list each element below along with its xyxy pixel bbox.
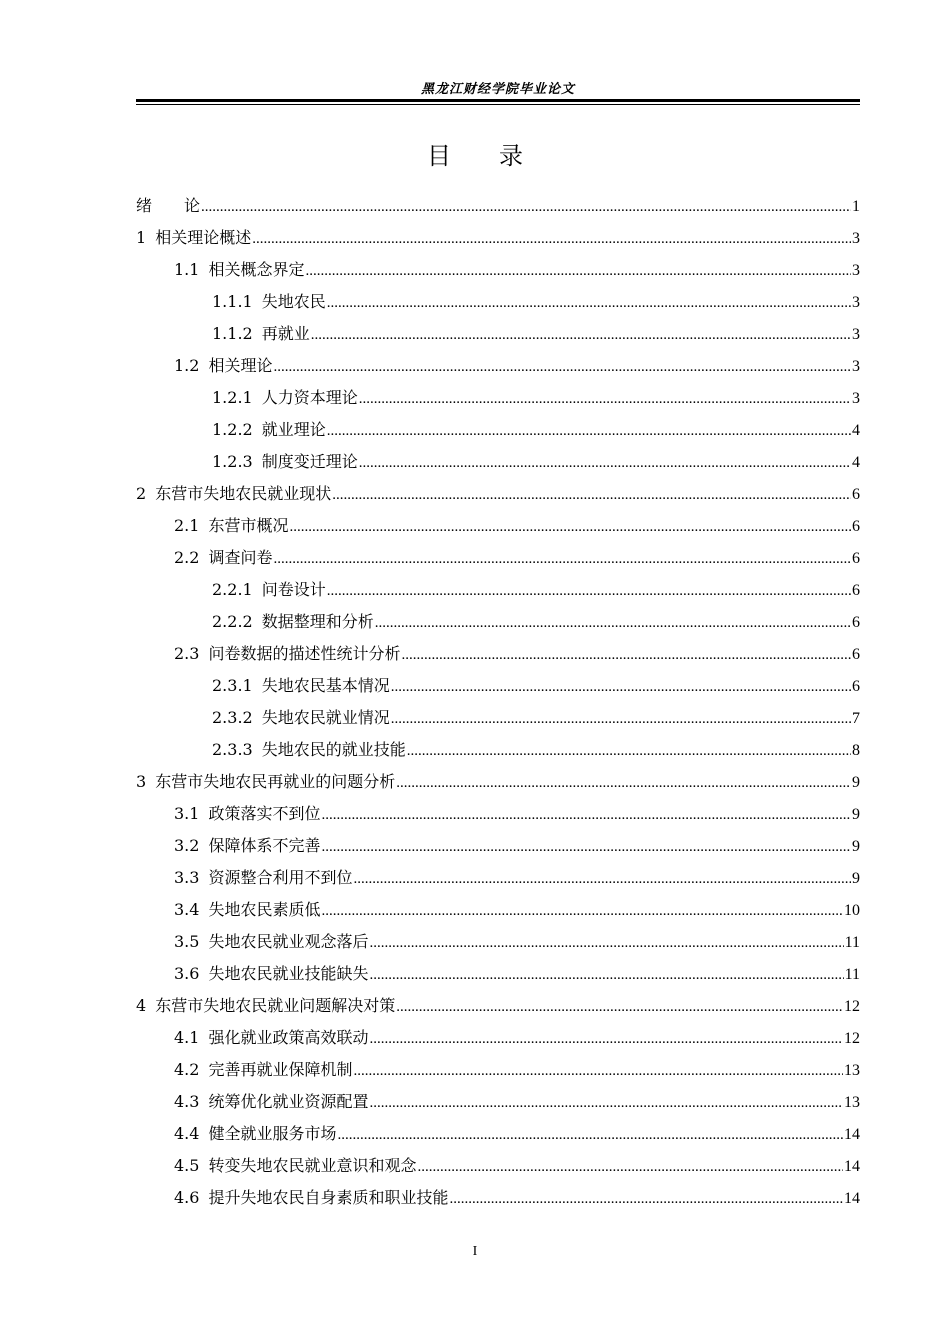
toc-entry[interactable] <box>136 1150 860 1182</box>
toc-entry-label: 再就业 <box>261 324 310 343</box>
toc-entry[interactable] <box>136 510 860 542</box>
dot-leader <box>305 255 851 287</box>
toc-entry-page: 3 <box>852 390 860 407</box>
dot-leader <box>321 895 843 927</box>
toc-entry[interactable] <box>136 1022 860 1054</box>
toc-entry-label: 完善再就业保障机制 <box>208 1060 353 1079</box>
dot-leader <box>201 191 851 223</box>
toc-entry-number: 2.3.1 <box>212 676 253 695</box>
toc-entry-number: 3.1 <box>174 804 200 823</box>
toc-entry-page: 14 <box>844 1190 860 1207</box>
toc-title-char: 目 <box>427 142 451 170</box>
toc-entry-number: 2.2 <box>174 548 200 567</box>
dot-leader <box>369 1087 843 1119</box>
toc-entry-label: 东营市失地农民就业现状 <box>155 484 332 503</box>
toc-entry-number: 3.2 <box>174 836 200 855</box>
toc-entry-number: 3 <box>136 772 147 791</box>
toc-entry-page: 8 <box>852 742 860 759</box>
toc-entry-page: 11 <box>844 934 860 951</box>
toc-entry-label: 问卷设计 <box>261 580 326 599</box>
toc-entry-label: 资源整合利用不到位 <box>208 868 353 887</box>
toc-entry-number: 1.2 <box>174 356 200 375</box>
toc-entry-label: 转变失地农民就业意识和观念 <box>208 1156 417 1175</box>
toc-entry[interactable] <box>136 286 860 318</box>
toc-entry-number: 1.1 <box>174 260 200 279</box>
toc-entry-page: 6 <box>852 518 860 535</box>
toc-entry-page: 3 <box>852 358 860 375</box>
toc-entry-label: 人力资本理论 <box>261 388 358 407</box>
dot-leader <box>449 1183 843 1215</box>
toc-entry-number: 2.1 <box>174 516 200 535</box>
toc-entry-page: 1 <box>852 198 860 215</box>
toc-entry-page: 11 <box>844 966 860 983</box>
toc-entry-page: 6 <box>852 678 860 695</box>
toc-entry[interactable] <box>136 254 860 286</box>
toc-entry-label: 政策落实不到位 <box>208 804 321 823</box>
toc-title <box>0 136 950 171</box>
toc-entry-number: 1.1.1 <box>212 292 253 311</box>
dot-leader <box>311 319 851 351</box>
toc-entry-page: 3 <box>852 230 860 247</box>
toc-entry-label: 数据整理和分析 <box>261 612 374 631</box>
toc-entry[interactable] <box>136 574 860 606</box>
dot-leader <box>401 639 851 671</box>
toc-entry[interactable] <box>136 414 860 446</box>
toc-entry-page: 9 <box>852 870 860 887</box>
dot-leader <box>273 351 851 383</box>
toc-entry-number: 1.2.3 <box>212 452 253 471</box>
dot-leader <box>327 415 851 447</box>
toc-entry-page: 3 <box>852 326 860 343</box>
header-rule-thin <box>136 104 860 105</box>
toc-entry-label: 东营市失地农民再就业的问题分析 <box>155 772 396 791</box>
toc-entry-page: 13 <box>844 1094 860 1111</box>
dot-leader <box>289 511 851 543</box>
toc-entry-page: 14 <box>844 1126 860 1143</box>
table-of-contents <box>136 190 860 1214</box>
toc-entry[interactable] <box>136 318 860 350</box>
dot-leader <box>375 607 851 639</box>
dot-leader <box>353 1055 843 1087</box>
toc-entry-page: 9 <box>852 774 860 791</box>
toc-entry-page: 4 <box>852 422 860 439</box>
toc-entry[interactable] <box>136 1086 860 1118</box>
toc-entry-label: 就业理论 <box>261 420 326 439</box>
toc-entry[interactable] <box>136 862 860 894</box>
dot-leader <box>396 767 851 799</box>
toc-entry-number: 4.1 <box>174 1028 200 1047</box>
dot-leader <box>353 863 851 895</box>
dot-leader <box>369 1023 843 1055</box>
toc-entry-number: 1 <box>136 228 147 247</box>
dot-leader <box>327 287 851 319</box>
toc-entry-label: 东营市失地农民就业问题解决对策 <box>155 996 396 1015</box>
toc-entry-number: 4.5 <box>174 1156 200 1175</box>
toc-entry-number: 2.3.3 <box>212 740 253 759</box>
toc-entry-page: 4 <box>852 454 860 471</box>
toc-entry-label: 问卷数据的描述性统计分析 <box>208 644 401 663</box>
toc-entry-number: 3.6 <box>174 964 200 983</box>
toc-entry[interactable] <box>136 222 860 254</box>
toc-entry[interactable] <box>136 350 860 382</box>
toc-entry-page: 3 <box>852 294 860 311</box>
toc-entry-number: 2.3 <box>174 644 200 663</box>
toc-entry[interactable] <box>136 830 860 862</box>
toc-entry-page: 6 <box>852 582 860 599</box>
toc-entry-label: 东营市概况 <box>208 516 289 535</box>
toc-entry-label: 调查问卷 <box>208 548 273 567</box>
toc-entry-label: 统筹优化就业资源配置 <box>208 1092 369 1111</box>
toc-entry-page: 9 <box>852 838 860 855</box>
running-header: 黑龙江财经学院毕业论文 <box>420 82 575 97</box>
dot-leader <box>273 543 851 575</box>
toc-entry-number: 1.2.1 <box>212 388 253 407</box>
dot-leader <box>337 1119 843 1151</box>
toc-title-char: 录 <box>499 142 523 170</box>
header-rule-thick <box>136 99 860 102</box>
toc-entry-label: 制度变迁理论 <box>261 452 358 471</box>
toc-entry-number: 4.6 <box>174 1188 200 1207</box>
toc-entry[interactable] <box>136 606 860 638</box>
toc-entry[interactable] <box>136 670 860 702</box>
toc-entry[interactable] <box>136 798 860 830</box>
toc-entry[interactable] <box>136 734 860 766</box>
toc-entry-label: 失地农民就业技能缺失 <box>208 964 369 983</box>
toc-entry-page: 6 <box>852 486 860 503</box>
toc-entry-label: 保障体系不完善 <box>208 836 321 855</box>
toc-entry-number: 1.1.2 <box>212 324 253 343</box>
toc-entry-label: 失地农民就业情况 <box>261 708 390 727</box>
toc-entry-label: 相关理论概述 <box>155 228 252 247</box>
toc-entry[interactable] <box>136 446 860 478</box>
dot-leader <box>359 447 851 479</box>
toc-entry-label: 相关理论 <box>208 356 273 375</box>
toc-entry-number: 2 <box>136 484 147 503</box>
toc-entry[interactable] <box>136 766 860 798</box>
toc-entry-number: 2.2.1 <box>212 580 253 599</box>
dot-leader <box>252 223 851 255</box>
toc-entry-page: 9 <box>852 806 860 823</box>
toc-entry-page: 12 <box>844 998 860 1015</box>
toc-entry-number: 3.3 <box>174 868 200 887</box>
toc-entry[interactable] <box>136 542 860 574</box>
toc-entry-number: 4.4 <box>174 1124 200 1143</box>
toc-entry-page: 3 <box>852 262 860 279</box>
toc-entry-page: 10 <box>844 902 860 919</box>
toc-entry[interactable] <box>136 894 860 926</box>
toc-entry-label: 失地农民 <box>261 292 326 311</box>
dot-leader <box>321 831 851 863</box>
toc-entry[interactable] <box>136 382 860 414</box>
toc-entry[interactable] <box>136 702 860 734</box>
toc-entry-label: 健全就业服务市场 <box>208 1124 337 1143</box>
dot-leader <box>396 991 843 1023</box>
dot-leader <box>369 927 843 959</box>
toc-entry-label: 提升失地农民自身素质和职业技能 <box>208 1188 449 1207</box>
toc-entry-label: 绪 论 <box>136 196 201 215</box>
dot-leader <box>369 959 843 991</box>
toc-entry-page: 7 <box>852 710 860 727</box>
toc-entry[interactable] <box>136 190 860 222</box>
toc-entry-number: 3.4 <box>174 900 200 919</box>
dot-leader <box>332 479 851 511</box>
toc-entry-number: 4.2 <box>174 1060 200 1079</box>
toc-entry-number: 1.2.2 <box>212 420 253 439</box>
toc-entry-page: 13 <box>844 1062 860 1079</box>
toc-entry[interactable] <box>136 1054 860 1086</box>
toc-entry[interactable] <box>136 1118 860 1150</box>
dot-leader <box>391 703 851 735</box>
toc-entry[interactable] <box>136 1182 860 1214</box>
toc-entry-label: 相关概念界定 <box>208 260 305 279</box>
toc-entry-page: 6 <box>852 614 860 631</box>
toc-entry[interactable] <box>136 478 860 510</box>
toc-entry[interactable] <box>136 958 860 990</box>
toc-entry-number: 4.3 <box>174 1092 200 1111</box>
dot-leader <box>321 799 851 831</box>
dot-leader <box>359 383 851 415</box>
toc-entry-page: 14 <box>844 1158 860 1175</box>
toc-entry-number: 4 <box>136 996 147 1015</box>
toc-entry-number: 2.3.2 <box>212 708 253 727</box>
toc-entry-label: 失地农民就业观念落后 <box>208 932 369 951</box>
toc-entry-number: 2.2.2 <box>212 612 253 631</box>
toc-entry[interactable] <box>136 638 860 670</box>
toc-entry[interactable] <box>136 926 860 958</box>
toc-entry-label: 失地农民基本情况 <box>261 676 390 695</box>
toc-entry-number: 3.5 <box>174 932 200 951</box>
toc-entry-label: 失地农民的就业技能 <box>261 740 406 759</box>
toc-entry-page: 6 <box>852 646 860 663</box>
toc-entry-page: 12 <box>844 1030 860 1047</box>
dot-leader <box>327 575 851 607</box>
dot-leader <box>391 671 851 703</box>
dot-leader <box>407 735 851 767</box>
page-number: I <box>472 1244 478 1259</box>
toc-entry-page: 6 <box>852 550 860 567</box>
dot-leader <box>417 1151 843 1183</box>
toc-entry-label: 强化就业政策高效联动 <box>208 1028 369 1047</box>
toc-entry-label: 失地农民素质低 <box>208 900 321 919</box>
toc-entry[interactable] <box>136 990 860 1022</box>
